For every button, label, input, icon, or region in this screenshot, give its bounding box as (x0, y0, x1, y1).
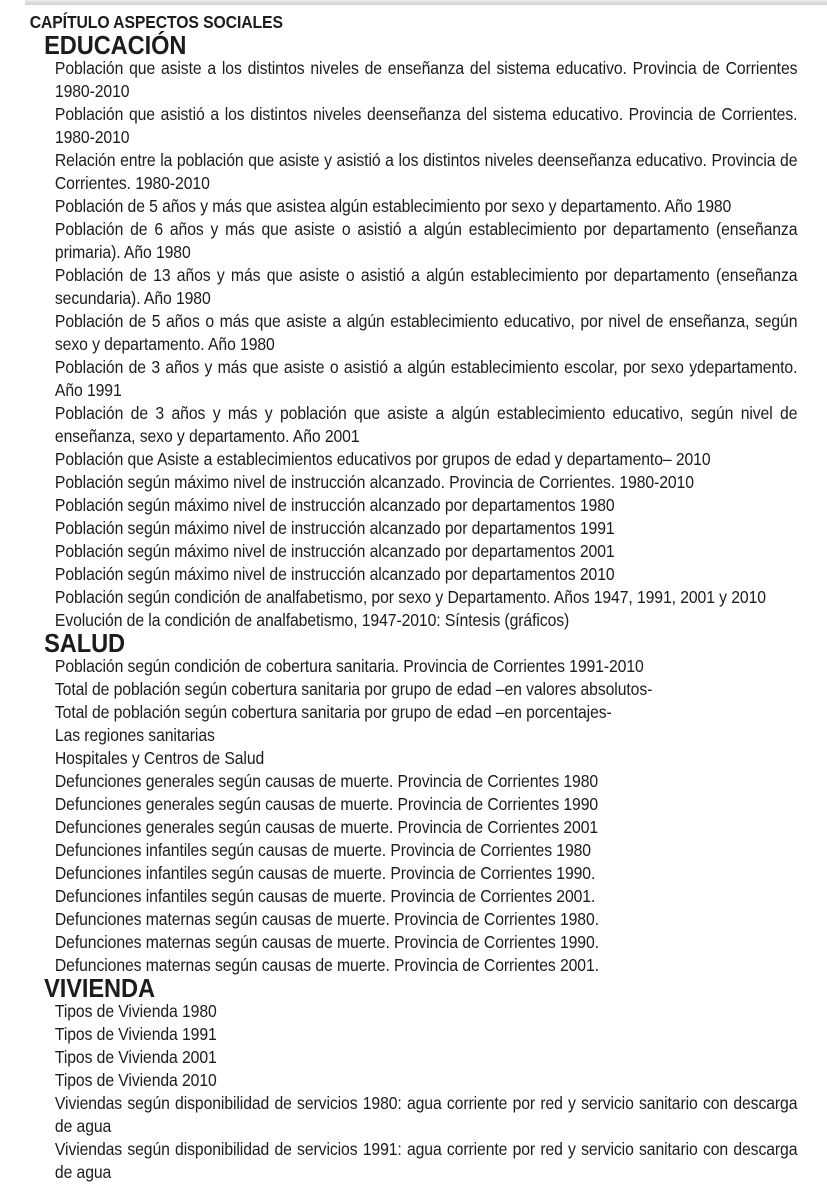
toc-entry: Población según condición de analfabetismo, por sexo y Departamento. Años 1947, 1991, 2001 y 2010 (54, 587, 766, 607)
toc-entry: Población que asiste a los distintos niveles de enseñanza del sistema educativo. Provincia de Corrientes 1980-2010 (54, 58, 798, 101)
page-edge-artifact (25, 0, 827, 5)
toc-entry: Defunciones infantiles según causas de muerte. Provincia de Corrientes 2001. (54, 886, 596, 906)
toc-entry: Tipos de Vivienda 1980 (54, 1001, 217, 1021)
toc-entry: Defunciones infantiles según causas de muerte. Provincia de Corrientes 1990. (54, 863, 596, 883)
toc-entry: Población que asistió a los distintos niveles deenseñanza del sistema educativo. Provincia de Corrientes. 1980-2010 (54, 104, 798, 147)
toc-entry: Defunciones infantiles según causas de muerte. Provincia de Corrientes 1980 (54, 840, 591, 860)
toc-entry: Defunciones maternas según causas de muerte. Provincia de Corrientes 2001. (54, 955, 599, 975)
chapter-title: CAPÍTULO ASPECTOS SOCIALES (29, 12, 283, 32)
section-heading: VIVIENDA (44, 973, 155, 1003)
toc-entry: Viviendas según disponibilidad de servicios 1991: agua corriente por red y servicio sanitario con descarga de agua (54, 1139, 798, 1182)
toc-entry: Tipos de Vivienda 2001 (54, 1047, 217, 1067)
toc-entry: Defunciones generales según causas de muerte. Provincia de Corrientes 1990 (54, 794, 599, 814)
toc-entry: Relación entre la población que asiste y asistió a los distintos niveles deenseñanza educativo. Provincia de Corrientes. 1980-2010 (54, 150, 798, 193)
toc-entry: Tipos de Vivienda 2010 (54, 1070, 217, 1090)
toc-entry: Evolución de la condición de analfabetismo, 1947-2010: Síntesis (gráficos) (54, 610, 570, 630)
table-of-contents (0, 11, 827, 1184)
toc-entry: Defunciones maternas según causas de muerte. Provincia de Corrientes 1980. (54, 909, 599, 929)
section-heading: EDUCACIÓN (44, 30, 187, 60)
toc-entry: Población de 3 años y más y población que asiste a algún establecimiento educativo, según nivel de enseñanza, sexo y departamento. Año 2001 (54, 403, 798, 446)
toc-entry: Las regiones sanitarias (54, 725, 215, 745)
toc-entry: Población de 13 años y más que asiste o asistió a algún establecimiento por departamento (enseñanza secundaria). Año 1980 (54, 265, 798, 308)
toc-entry: Población según máximo nivel de instrucción alcanzado por departamentos 2001 (54, 541, 615, 561)
toc-entry: Población según máximo nivel de instrucción alcanzado por departamentos 2010 (54, 564, 615, 584)
toc-entry: Población de 6 años y más que asiste o asistió a algún establecimiento por departamento (enseñanza primaria). Año 1980 (54, 219, 798, 262)
toc-entry: Total de población según cobertura sanitaria por grupo de edad –en valores absolutos- (54, 679, 653, 699)
toc-sections (0, 30, 827, 1184)
toc-entry: Población que Asiste a establecimientos educativos por grupos de edad y departamento– 2010 (54, 449, 711, 469)
toc-entry: Defunciones generales según causas de muerte. Provincia de Corrientes 1980 (54, 771, 599, 791)
toc-entry: Defunciones generales según causas de muerte. Provincia de Corrientes 2001 (54, 817, 599, 837)
toc-entry: Población según máximo nivel de instrucción alcanzado. Provincia de Corrientes. 1980-2010 (54, 472, 694, 492)
toc-entry: Población de 5 años y más que asistea algún establecimiento por sexo y departamento. Año 1980 (54, 196, 732, 216)
toc-entry: Población de 5 años o más que asiste a algún establecimiento educativo, por nivel de enseñanza, según sexo y departamento. Año 1980 (54, 311, 798, 354)
toc-entry: Viviendas según disponibilidad de servicios 1980: agua corriente por red y servicio sanitario con descarga de agua (54, 1093, 798, 1136)
toc-entry: Población de 3 años y más que asiste o asistió a algún establecimiento escolar, por sexo ydepartamento. Año 1991 (54, 357, 798, 400)
toc-entry: Población según máximo nivel de instrucción alcanzado por departamentos 1980 (54, 495, 615, 515)
toc-entry: Población según condición de cobertura sanitaria. Provincia de Corrientes 1991-2010 (54, 656, 644, 676)
toc-entry: Defunciones maternas según causas de muerte. Provincia de Corrientes 1990. (54, 932, 599, 952)
toc-entry: Hospitales y Centros de Salud (54, 748, 265, 768)
toc-entry: Población según máximo nivel de instrucción alcanzado por departamentos 1991 (54, 518, 615, 538)
toc-entry: Total de población según cobertura sanitaria por grupo de edad –en porcentajes- (54, 702, 612, 722)
section-heading: SALUD (44, 628, 126, 658)
toc-entry: Tipos de Vivienda 1991 (54, 1024, 217, 1044)
